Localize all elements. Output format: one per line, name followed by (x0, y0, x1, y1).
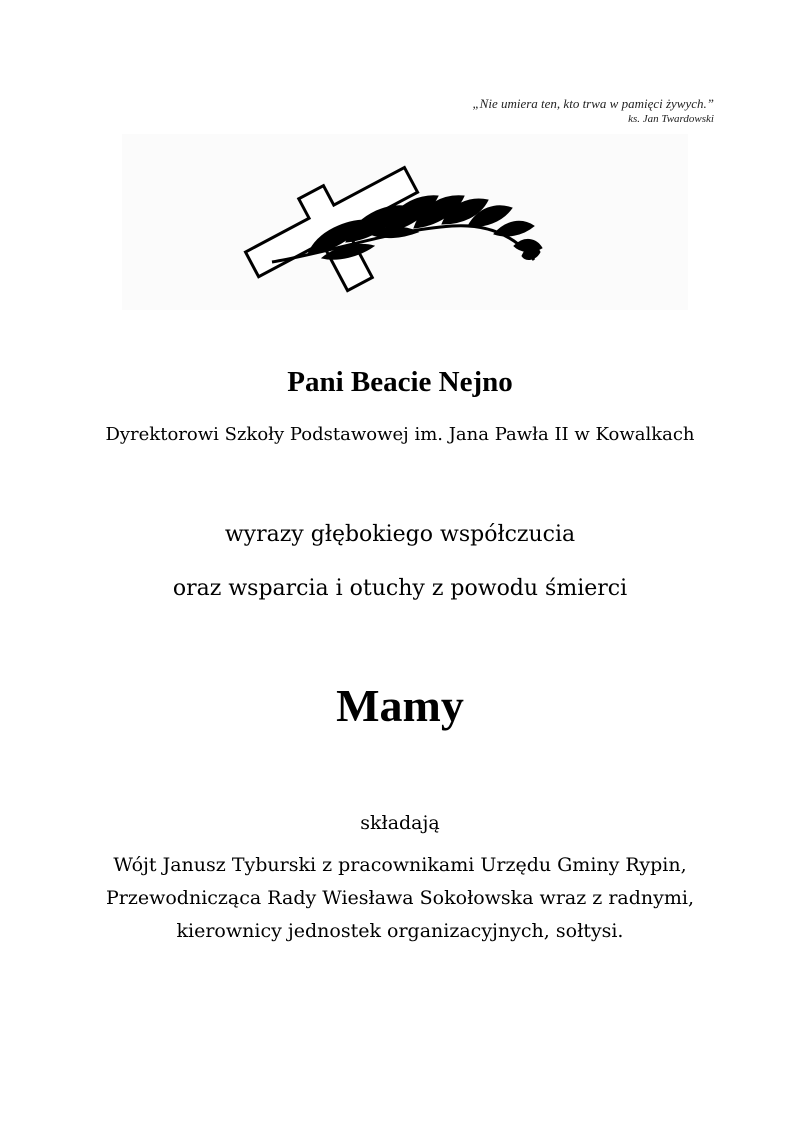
epigraph (472, 96, 714, 126)
condolence-line: oraz wsparcia i otuchy z powodu śmierci (172, 576, 628, 601)
epigraph-quote: „Nie umiera ten, kto trwa w pamięci żywych.” (472, 96, 714, 111)
cross-with-palm-branch-icon (122, 134, 688, 310)
condolence-line: wyrazy głębokiego współczucia (224, 522, 576, 547)
recipient-name: Pani Beacie Nejno (287, 366, 513, 398)
epigraph-author: ks. Jan Twardowski (628, 113, 714, 125)
deceased-title: Mamy (336, 680, 464, 731)
recipient-role: Dyrektorowi Szkoły Podstawowej im. Jana Pawła II w Kowalkach (105, 424, 695, 445)
sender-line: Wójt Janusz Tyburski z pracownikami Urzędu Gminy Rypin, (113, 854, 687, 876)
sender-line: Przewodnicząca Rady Wiesława Sokołowska wraz z radnymi, (105, 887, 695, 909)
senders-verb: składają (360, 812, 440, 834)
sender-line: kierownicy jednostek organizacyjnych, sołtysi. (176, 920, 624, 942)
